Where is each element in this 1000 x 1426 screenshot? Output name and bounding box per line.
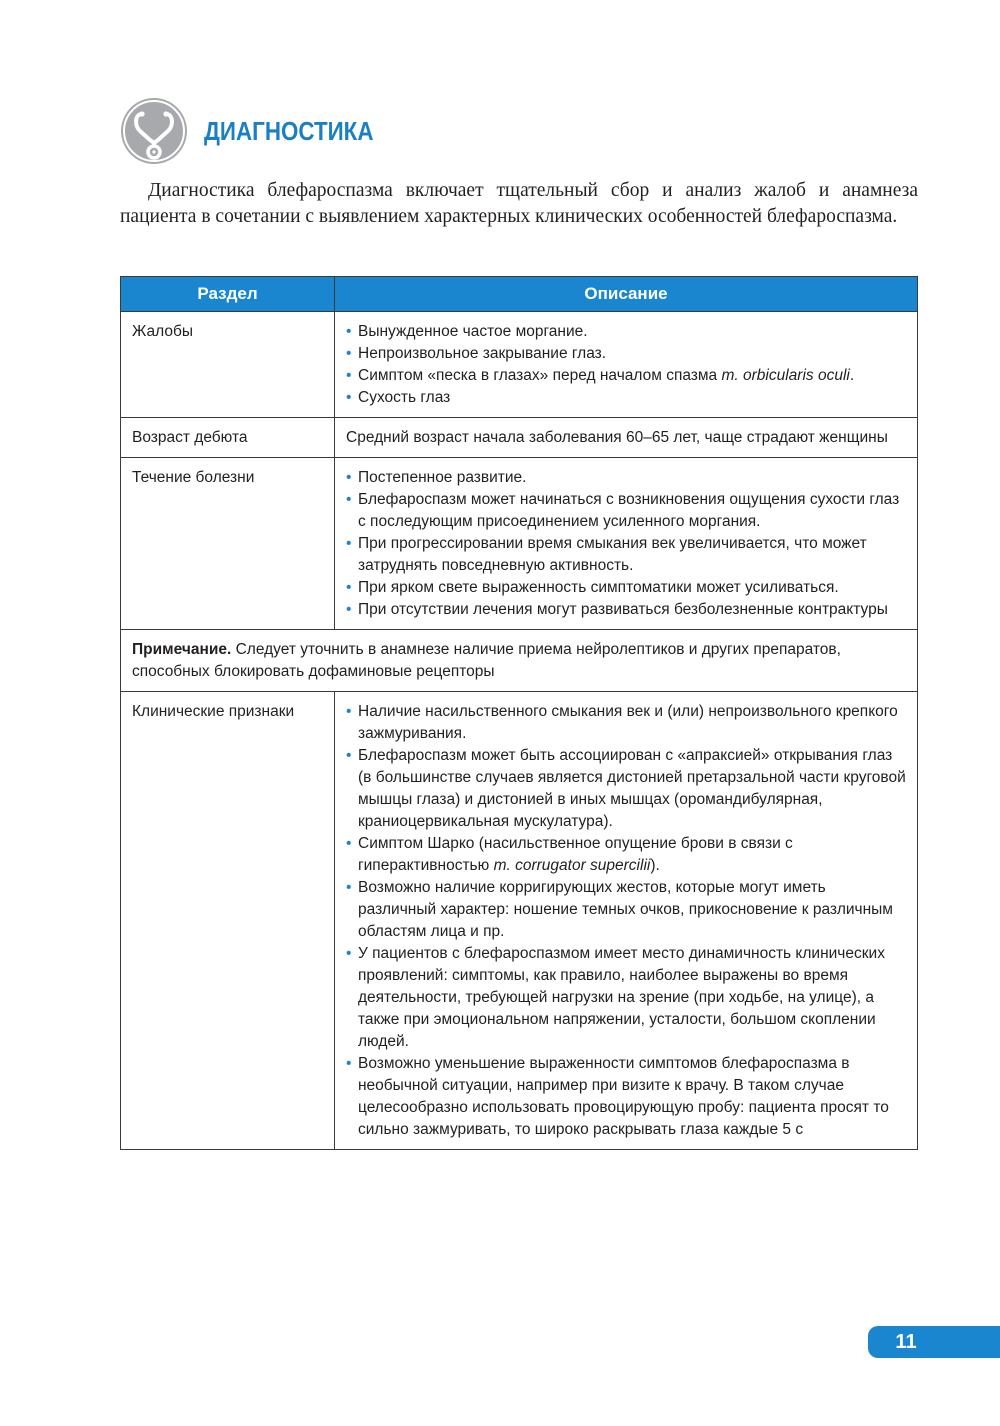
page-title: ДИАГНОСТИКА xyxy=(204,115,374,146)
latin-term: m. corrugator supercilii xyxy=(493,857,651,874)
list-item: • Возможно наличие корригирующих жестов, которые могут иметь различный характер: ношение темных очков, прикосновение к различным областям лица и пр. xyxy=(346,877,907,943)
header-description: Описание xyxy=(335,277,918,312)
page-number-tab xyxy=(868,1326,1000,1358)
section-heading xyxy=(120,96,401,166)
list-item: • Постепенное развитие. xyxy=(346,467,907,489)
list-item: • Наличие насильственного смыкания век и (или) непроизвольного крепкого зажмуривания. xyxy=(346,701,907,745)
note-cell xyxy=(121,630,918,692)
table-row-complaints xyxy=(121,312,918,418)
bullet-list xyxy=(346,467,907,621)
note-label: Примечание. xyxy=(132,641,232,658)
list-item: • Симптом Шарко (насильственное опущение брови в связи с гиперактивностью m. corrugator supercilii). xyxy=(346,833,907,877)
table-row-note xyxy=(121,630,918,692)
list-item: • При прогрессировании время смыкания век увеличивается, что может затруднять повседневную активность. xyxy=(346,533,907,577)
intro-paragraph: Диагностика блефароспазма включает тщательный сбор и анализ жалоб и анамнеза пациента в сочетании с выявлением характерных клинических особенностей блефароспазма. xyxy=(120,180,918,227)
table-row-onset-age xyxy=(121,418,918,458)
list-item: • Вынужденное частое моргание. xyxy=(346,321,907,343)
row-description xyxy=(335,458,918,630)
bullet-list xyxy=(346,701,907,1141)
row-description: Средний возраст начала заболевания 60–65 лет, чаще страдают женщины xyxy=(335,418,918,458)
list-item: • Возможно уменьшение выраженности симптомов блефароспазма в необычной ситуации, например при визите к врачу. В таком случае целесообразно использовать провоцирующую пробу: пациента просят то сильно зажмуривать, то широко раскрывать глаза каждые 5 с xyxy=(346,1053,907,1141)
list-item: • При ярком свете выраженность симптоматики может усиливаться. xyxy=(346,577,907,599)
list-item: • Сухость глаз xyxy=(346,387,907,409)
table-header-row xyxy=(121,277,918,312)
stethoscope-icon xyxy=(120,97,188,165)
table-row-clinical-signs xyxy=(121,692,918,1150)
header-section: Раздел xyxy=(121,277,335,312)
list-item: • Блефароспазм может быть ассоциирован с «апраксией» открывания глаз (в большинстве случаев является дистонией претарзальной части круговой мышцы глаза) и дистонией в иных мышцах (оромандибулярная, краниоцервикальная мускулатура). xyxy=(346,745,907,833)
list-item: • У пациентов с блефароспазмом имеет место динамичность клинических проявлений: симптомы, как правило, наиболее выражены во время деятельности, требующей нагрузки на зрение (при ходьбе, на улице), а также при эмоциональном напряжении, усталости, большом скоплении людей. xyxy=(346,943,907,1053)
row-description xyxy=(335,692,918,1150)
row-label: Клинические признаки xyxy=(121,692,335,1150)
list-item: • Непроизвольное закрывание глаз. xyxy=(346,343,907,365)
page-number: 11 xyxy=(895,1331,917,1353)
list-item: • Блефароспазм может начинаться с возникновения ощущения сухости глаз с последующим присоединением усиленного моргания. xyxy=(346,489,907,533)
row-description xyxy=(335,312,918,418)
list-item: • При отсутствии лечения могут развиваться безболезненные контрактуры xyxy=(346,599,907,621)
diagnostics-table xyxy=(120,276,918,1150)
note-text: Следует уточнить в анамнезе наличие приема нейролептиков и других препаратов, способных блокировать дофаминовые рецепторы xyxy=(132,641,841,680)
bullet-list xyxy=(346,321,907,409)
table-row-course xyxy=(121,458,918,630)
latin-term: m. orbicularis oculi xyxy=(721,367,850,384)
row-label: Жалобы xyxy=(121,312,335,418)
list-item: • Симптом «песка в глазах» перед началом спазма m. orbicularis oculi. xyxy=(346,365,907,387)
row-label: Течение болезни xyxy=(121,458,335,630)
row-label: Возраст дебюта xyxy=(121,418,335,458)
